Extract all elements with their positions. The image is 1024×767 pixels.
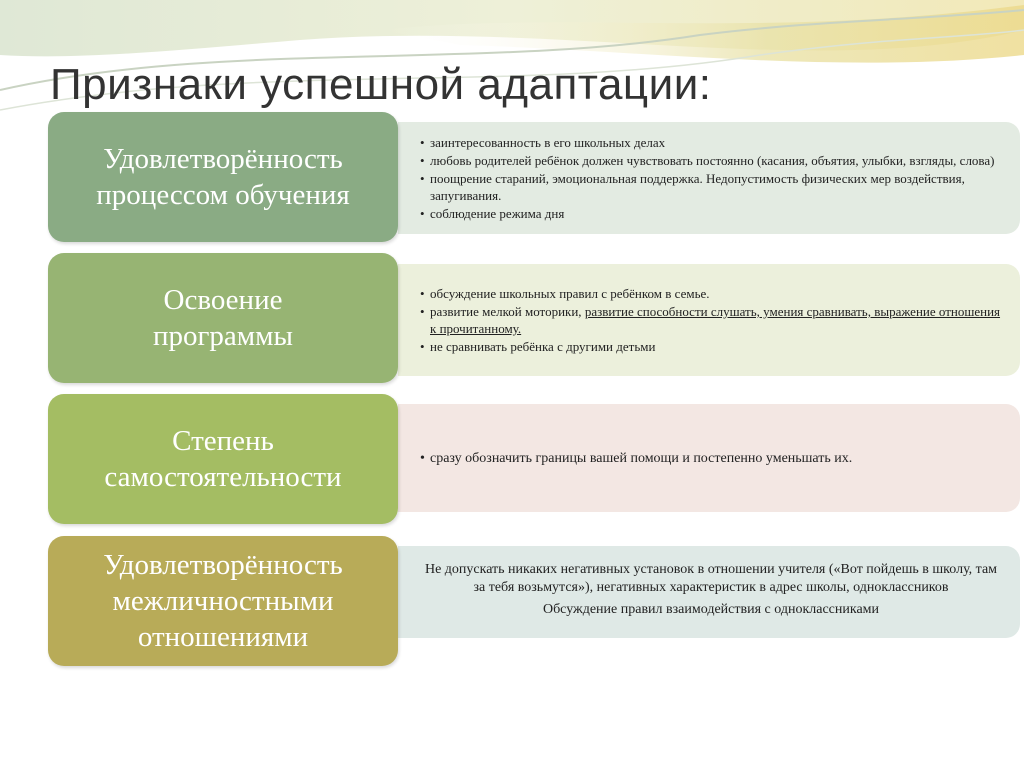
page-title: Признаки успешной адаптации: — [50, 60, 712, 109]
detail-box-1 — [398, 122, 1020, 234]
detail-list-3 — [420, 449, 1002, 468]
list-item: • поощрение стараний, эмоциональная поддержка. Недопустимость физических мер воздействия, запугивания. — [420, 171, 965, 203]
list-item: • любовь родителей ребёнок должен чувствовать постоянно (касания, объятия, улыбки, взгляды, слова) — [420, 153, 995, 168]
detail-box-2 — [398, 264, 1020, 376]
list-item: • соблюдение режима дня — [420, 206, 565, 221]
detail-list-1 — [420, 133, 1002, 223]
list-item: • не сравнивать ребёнка с другими детьми — [420, 339, 656, 354]
list-item: • развитие мелкой моторики, развитие способности слушать, умения сравнивать, выражение отношения к прочитанному. — [420, 304, 1001, 336]
label-text: Освоение программы — [153, 284, 293, 352]
detail-box-4 — [398, 546, 1020, 638]
label-box-2 — [48, 253, 398, 383]
label-box-1 — [48, 112, 398, 242]
paragraph: Не допускать никаких негативных установок в отношении учителя («Вот пойдешь в школу, там за тебя возьмутся»), негативных характеристик в адрес школы, одноклассников — [424, 562, 998, 595]
detail-box-3 — [398, 404, 1020, 512]
label-text: Удовлетворённость межличностными отношениями — [103, 549, 343, 653]
list-item: • заинтересованность в его школьных делах — [420, 135, 666, 150]
label-text: Степень самостоятельности — [104, 425, 342, 493]
detail-list-2 — [420, 284, 1002, 356]
label-box-3 — [48, 394, 398, 524]
paragraph: Обсуждение правил взаимодействия с одноклассниками — [542, 602, 880, 617]
label-text: Удовлетворённость процессом обучения — [96, 143, 350, 211]
list-item: • обсуждение школьных правил с ребёнком в семье. — [420, 286, 710, 301]
label-box-4 — [48, 536, 398, 666]
list-item: • сразу обозначить границы вашей помощи и постепенно уменьшать их. — [420, 450, 853, 466]
